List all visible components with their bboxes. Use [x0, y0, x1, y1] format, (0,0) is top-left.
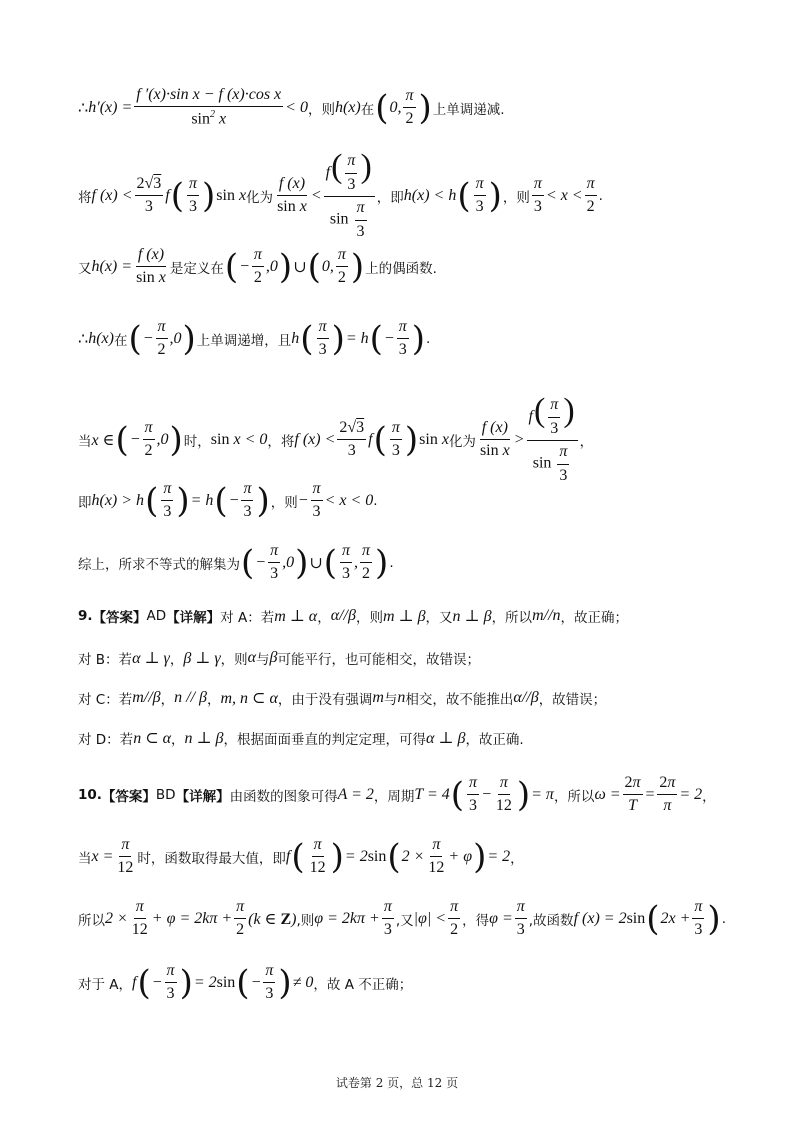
answer-tag: 【答案】 — [92, 610, 147, 626]
math: |φ| < — [413, 909, 447, 927]
math: − — [297, 491, 309, 509]
math: < x < 0 — [324, 491, 374, 509]
paren: ) — [473, 836, 487, 877]
paren: ) — [256, 480, 270, 521]
math: 0, — [321, 257, 334, 275]
q9-line-2 — [78, 648, 754, 668]
math: f — [368, 430, 373, 448]
text: ， — [160, 692, 175, 708]
fraction: $\frac{\pi}{3}$ — [166, 962, 175, 1003]
math: n ⊥ β — [452, 608, 492, 625]
text: 与 — [256, 652, 270, 668]
text: 上单调递减. — [432, 101, 505, 118]
math: ,0 — [282, 553, 295, 571]
paren: ) — [278, 246, 293, 287]
fraction: $\frac{\pi}{3}$ — [383, 898, 392, 939]
paren: ) — [488, 175, 502, 216]
q10-line-1 — [78, 774, 754, 816]
text: 化为 — [246, 189, 274, 206]
fraction: $\frac{\pi}{3}$ — [391, 418, 400, 459]
line-7 — [78, 542, 754, 584]
fraction: $\frac{\pi}{3}$ — [312, 480, 321, 521]
answer-tag: 【答案】 — [101, 788, 156, 805]
text: 对 A：若 — [220, 610, 275, 626]
paren: ) — [411, 318, 425, 359]
paren: ( — [307, 246, 321, 287]
text: ，则 — [220, 652, 248, 668]
q10-line-3 — [78, 898, 754, 940]
text: ，得 — [462, 912, 490, 929]
math: h(x) — [88, 329, 114, 347]
math: T = 4 — [414, 785, 450, 803]
line-4 — [78, 318, 754, 360]
math: φ = — [489, 909, 513, 927]
paren: ) — [295, 542, 309, 583]
math: ω = — [594, 785, 621, 803]
text: 时， — [183, 433, 211, 450]
math: φ = 2kπ + — [314, 909, 380, 927]
text: . — [389, 554, 394, 571]
line-3 — [78, 246, 754, 288]
math: n // β — [174, 689, 207, 706]
text: 是定义在 — [169, 260, 224, 277]
math: m ⊥ β — [382, 608, 426, 625]
math: 0, — [389, 98, 402, 116]
paren: ( — [145, 480, 159, 521]
math: < — [310, 186, 322, 204]
math: − — [250, 973, 262, 991]
paren: ( — [646, 898, 660, 939]
paren: ) — [169, 419, 183, 460]
text: ，所以 — [553, 788, 595, 805]
text: 当 — [78, 850, 92, 867]
detail-tag: 【详解】 — [175, 788, 230, 805]
math: sin x < 0 — [210, 430, 268, 448]
text: 将 — [78, 189, 92, 206]
text: ， — [702, 788, 716, 805]
math: − — [383, 329, 395, 347]
math: β ⊥ γ — [183, 650, 221, 667]
math: = 2 — [679, 785, 703, 803]
fraction: $\frac{\pi}{12}$ — [309, 836, 326, 877]
math: + φ = 2kπ + — [151, 909, 233, 927]
fraction: $\frac{\pi}{3}$ — [243, 480, 252, 521]
fraction: $\frac{\pi}{2}$ — [337, 246, 346, 287]
math: < 0 — [285, 98, 308, 116]
paren: ) — [375, 542, 389, 583]
paren: ) — [418, 87, 432, 128]
math: h(x) < h — [403, 186, 457, 204]
fraction: $\frac{\pi}{12}$ — [495, 774, 512, 815]
text: 即 — [78, 494, 92, 511]
math: n ⊂ α — [133, 730, 171, 747]
math: h(x) — [334, 98, 361, 116]
math: h(x) = — [91, 257, 133, 275]
paren: ) — [176, 480, 190, 521]
math: > — [513, 430, 525, 448]
fraction: $\frac{\pi}{3}$ — [694, 898, 703, 939]
paren: ( — [170, 175, 184, 216]
fraction: $\frac{\pi}{3}$ — [189, 174, 198, 215]
fraction: $\frac{f (x)}{\text{sin x}}$ — [136, 246, 166, 287]
math: sin x — [216, 186, 247, 204]
fraction: $\frac{2\pi}{\pi}$ — [659, 774, 676, 815]
math: − — [151, 973, 163, 991]
math: ∪ — [309, 554, 323, 572]
text: ， — [171, 732, 185, 748]
text: 又 — [78, 260, 92, 277]
math: 2 × — [105, 909, 128, 927]
paren: ( — [387, 836, 401, 877]
fraction: $\frac{f (x)}{\text{sin x}}$ — [277, 174, 307, 215]
fraction: $\frac{\pi}{2}$ — [405, 86, 414, 128]
math: 2x + — [660, 909, 691, 927]
text: 对 D：若 — [78, 732, 134, 748]
paren: ( — [224, 246, 239, 287]
math: − — [255, 553, 267, 571]
fraction: $\frac{\pi}{3}$ — [318, 318, 327, 359]
paren: ( — [373, 419, 387, 460]
fraction: $\frac{\pi}{3}$ — [265, 962, 274, 1003]
paren: ( — [236, 962, 250, 1003]
math: + φ — [448, 847, 473, 865]
text: . — [425, 330, 431, 347]
fraction: f( $\frac{\pi}{3}$ ) sin $\frac{\pi}{3}$ — [324, 150, 375, 241]
fraction: $\frac{\pi}{2}$ — [157, 318, 166, 359]
text: ，周期 — [373, 788, 415, 805]
paren: ) — [179, 962, 193, 1003]
math: n ⊥ β — [184, 730, 224, 747]
line-6 — [78, 480, 754, 522]
text: ， — [169, 652, 184, 668]
math: = 2 — [487, 847, 511, 865]
text: ，即 — [376, 189, 404, 206]
fraction: $\frac{\pi}{3}$ — [533, 174, 542, 215]
math: − — [239, 257, 250, 275]
math: f — [285, 847, 291, 865]
text: ，根据面面垂直的判定定理，可得 — [223, 732, 427, 748]
text: ，所以 — [491, 610, 533, 626]
text: ，将 — [267, 433, 295, 450]
text: ，故正确. — [465, 732, 524, 748]
math: x ∈ — [91, 431, 115, 449]
paren: ( — [457, 175, 471, 216]
text: ，则 — [307, 101, 335, 118]
paren: ( — [450, 774, 465, 815]
line-1 — [78, 86, 754, 129]
text: 由函数的图象可得 — [229, 788, 338, 805]
math: α//β — [330, 607, 356, 624]
math: m//β — [132, 689, 161, 706]
fraction: $\frac{\pi}{2}$ — [450, 898, 459, 939]
text: ，又 — [425, 610, 453, 626]
question-number: 10. — [78, 786, 102, 803]
math: sin x — [419, 430, 449, 448]
text: ，则 — [502, 189, 530, 206]
text: 对 B：若 — [78, 652, 133, 668]
fraction: $\frac{\pi}{3}$ — [475, 174, 484, 215]
therefore-symbol: ∴ — [78, 99, 89, 117]
question-number: 9. — [78, 608, 93, 624]
paren: ) — [404, 419, 419, 460]
math: f (x) < — [91, 186, 133, 204]
math: ,0 — [156, 430, 169, 448]
fraction: $\frac{\pi}{3}$ — [516, 898, 525, 939]
text: 综上，所求不等式的解集为 — [78, 556, 240, 573]
fraction: $\frac{\text{f ′(x)·sin x − f (x)·cos x}}{\sin^2 x}$ — [136, 86, 282, 128]
text: ， — [207, 692, 221, 708]
q9-line-1 — [78, 606, 754, 626]
math: f (x) = 2sin — [573, 909, 646, 927]
text: ，故错误； — [538, 692, 607, 708]
fraction: $\frac{2√3}{3}$ — [136, 174, 162, 215]
math: , — [354, 553, 359, 571]
paren: ( — [369, 318, 383, 359]
paren: ( — [128, 318, 142, 359]
math: m ⊥ α — [274, 608, 318, 625]
fraction: $\frac{\pi}{3}$ — [342, 542, 351, 583]
text: 在 — [360, 101, 375, 118]
text: 对于 A， — [78, 976, 133, 993]
math: n — [397, 689, 406, 706]
text: ,又 — [395, 912, 414, 929]
text: ， — [510, 850, 524, 867]
answer-value: BD — [155, 786, 176, 803]
math: h — [291, 329, 300, 347]
text: 可能平行，也可能相交，故错误； — [277, 652, 481, 668]
paren: ) — [330, 836, 344, 877]
math: f — [132, 973, 137, 991]
answer-value: AD — [146, 608, 167, 624]
fraction: $\frac{\pi}{12}$ — [428, 836, 445, 877]
math: = — [644, 785, 656, 803]
text: 所以 — [78, 912, 105, 929]
paren: ) — [516, 774, 531, 815]
math: α ⊥ β — [426, 730, 466, 747]
math: − — [228, 491, 240, 509]
line-2 — [78, 150, 754, 241]
math: 2 × — [401, 847, 425, 865]
line-5 — [78, 394, 754, 485]
text: 对 C：若 — [78, 692, 133, 708]
math: β — [269, 649, 278, 666]
text: ，由于没有强调 — [277, 692, 373, 708]
text: ，故 A 不正确； — [313, 976, 413, 993]
paren: ) — [202, 175, 216, 216]
fraction: $\frac{\pi}{3}$ — [469, 774, 478, 815]
fraction: $\frac{\pi}{2}$ — [586, 174, 595, 215]
q10-line-4 — [78, 962, 754, 1004]
math: h′(x) = — [88, 98, 133, 116]
fraction: $\frac{\pi}{3}$ — [398, 318, 407, 359]
fraction: $\frac{2\pi}{T}$ — [624, 774, 641, 815]
text: ， — [579, 433, 594, 450]
text: 与 — [383, 692, 398, 708]
text: ，则 — [355, 610, 383, 626]
math: α ⊥ γ — [132, 650, 170, 667]
q9-line-3 — [78, 688, 754, 708]
math: m//n — [532, 607, 561, 624]
q9-line-4 — [78, 728, 754, 748]
paren: ) — [707, 898, 721, 939]
text: 上的偶函数. — [365, 260, 437, 277]
math: m — [372, 689, 384, 706]
paren: ( — [137, 962, 151, 1003]
text: 时，函数取得最大值，即 — [137, 850, 286, 867]
fraction: $\frac{\pi}{3}$ — [163, 480, 172, 521]
math: α//β — [513, 689, 539, 706]
paren: ( — [115, 419, 129, 460]
math: f (x) < — [294, 430, 336, 448]
paren: ( — [300, 318, 314, 359]
math: x = — [91, 847, 114, 865]
math: = π — [531, 785, 554, 803]
math: − — [481, 785, 492, 803]
text: . — [598, 187, 603, 204]
fraction: $\frac{2√3}{3}$ — [339, 418, 365, 459]
math: = 2sin — [193, 973, 236, 991]
math: (k ∈ Z) — [248, 910, 297, 928]
text: ，则 — [270, 494, 298, 511]
text: 相交，故不能推出 — [405, 692, 514, 708]
math: ≠ 0 — [292, 973, 314, 991]
fraction: $\frac{f (x)}{\text{sin x}}$ — [479, 418, 510, 459]
fraction: $\frac{\pi}{2}$ — [362, 542, 371, 583]
math: m, n ⊂ α — [220, 690, 278, 707]
paren: ) — [331, 318, 345, 359]
paren: ( — [241, 542, 255, 583]
text: . — [721, 910, 726, 927]
paren: ( — [291, 836, 305, 877]
text: 当 — [78, 433, 92, 450]
math: − — [142, 329, 154, 347]
fraction: $\frac{\pi}{12}$ — [131, 898, 148, 939]
fraction: $\frac{\pi}{2}$ — [253, 246, 262, 287]
text: ，故正确； — [560, 610, 629, 626]
math: ∪ — [293, 258, 307, 276]
text: ， — [317, 610, 331, 626]
math: = h — [345, 329, 369, 347]
text: . — [373, 492, 378, 509]
text: 化为 — [448, 433, 476, 450]
page-footer: 试卷第 2 页，总 12 页 — [335, 1076, 459, 1090]
math: f — [165, 186, 170, 204]
math: A = 2 — [337, 785, 374, 803]
fraction: $\frac{\pi}{2}$ — [144, 418, 153, 459]
paren: ( — [323, 542, 338, 583]
math: < x < — [545, 186, 583, 204]
paren: ( — [375, 87, 389, 128]
paren: ) — [278, 962, 292, 1003]
math: ,0 — [265, 257, 278, 275]
math: = 2sin — [344, 847, 387, 865]
fraction: $\frac{\pi}{12}$ — [117, 836, 134, 877]
text: ,故函数 — [528, 912, 574, 929]
fraction: $\frac{\pi}{3}$ — [270, 542, 279, 583]
text: 在 — [113, 332, 128, 349]
math: = h — [190, 491, 214, 509]
math: − — [129, 430, 141, 448]
math: h(x) > h — [91, 491, 145, 509]
detail-tag: 【详解】 — [166, 610, 221, 626]
text: 上单调递增，且 — [196, 332, 292, 349]
paren: ) — [350, 246, 365, 287]
fraction: f( $\frac{\pi}{3}$ ) sin $\frac{\pi}{3}$ — [527, 394, 578, 485]
therefore-symbol: ∴ — [78, 330, 89, 348]
math: ,0 — [169, 329, 182, 347]
paren: ( — [214, 480, 228, 521]
math: α — [247, 649, 257, 666]
text: ,则 — [296, 912, 315, 929]
paren: ) — [182, 318, 196, 359]
q10-line-2 — [78, 836, 754, 878]
fraction: $\frac{\pi}{2}$ — [236, 898, 245, 939]
